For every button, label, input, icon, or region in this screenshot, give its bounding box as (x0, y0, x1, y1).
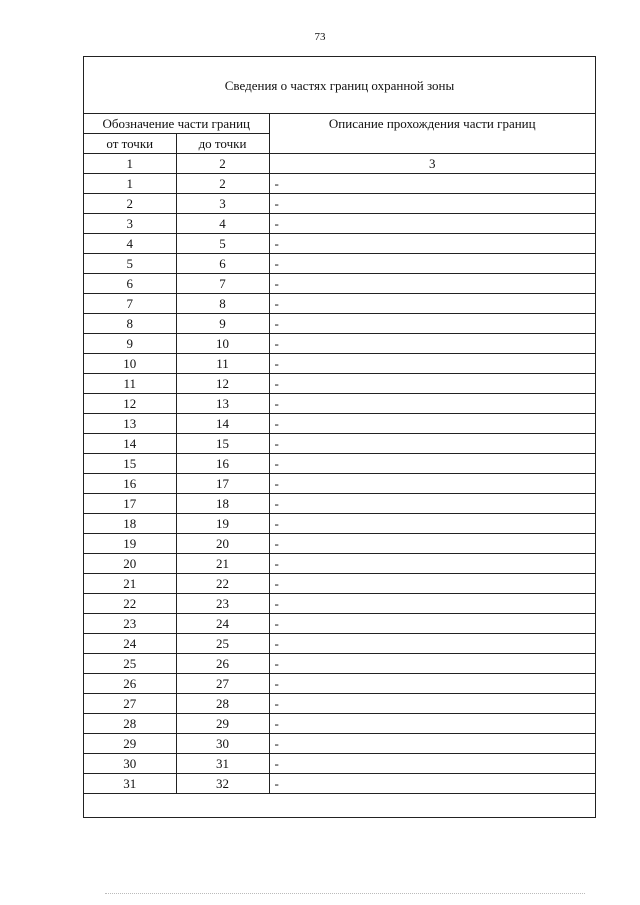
description-cell: - (269, 334, 595, 354)
table-row (84, 334, 595, 354)
table-row (84, 774, 595, 794)
table-row (84, 374, 595, 394)
from-point-cell: 18 (84, 514, 176, 534)
table-row (84, 414, 595, 434)
table-row (84, 394, 595, 414)
from-point-cell: 2 (84, 194, 176, 214)
to-point-cell: 22 (176, 574, 269, 594)
from-point-cell: 15 (84, 454, 176, 474)
description-cell: - (269, 314, 595, 334)
table-row (84, 294, 595, 314)
description-cell: - (269, 694, 595, 714)
to-point-cell: 24 (176, 614, 269, 634)
table-row (84, 354, 595, 374)
description-cell: - (269, 674, 595, 694)
table-row (84, 734, 595, 754)
from-point-cell: 21 (84, 574, 176, 594)
to-point-cell: 7 (176, 274, 269, 294)
description-cell: - (269, 554, 595, 574)
from-point-cell: 17 (84, 494, 176, 514)
column-number-3: 3 (269, 154, 595, 174)
to-point-cell: 30 (176, 734, 269, 754)
from-point-cell: 29 (84, 734, 176, 754)
to-point-cell: 18 (176, 494, 269, 514)
from-point-cell: 20 (84, 554, 176, 574)
description-cell: - (269, 274, 595, 294)
table-row (84, 194, 595, 214)
boundary-parts-table (83, 56, 596, 818)
to-point-cell: 11 (176, 354, 269, 374)
description-cell: - (269, 434, 595, 454)
from-point-cell: 11 (84, 374, 176, 394)
from-point-cell: 25 (84, 654, 176, 674)
description-cell: - (269, 414, 595, 434)
to-point-cell: 17 (176, 474, 269, 494)
description-cell: - (269, 654, 595, 674)
table-row (84, 554, 595, 574)
table-row (84, 694, 595, 714)
description-cell: - (269, 394, 595, 414)
description-cell: - (269, 514, 595, 534)
scan-artifact-line (105, 893, 585, 894)
table-grid (84, 114, 595, 794)
description-cell: - (269, 454, 595, 474)
to-point-cell: 21 (176, 554, 269, 574)
from-point-cell: 22 (84, 594, 176, 614)
to-point-cell: 10 (176, 334, 269, 354)
from-point-cell: 24 (84, 634, 176, 654)
table-row (84, 494, 595, 514)
description-cell: - (269, 374, 595, 394)
table-row (84, 234, 595, 254)
to-point-cell: 28 (176, 694, 269, 714)
to-point-cell: 8 (176, 294, 269, 314)
table-row (84, 434, 595, 454)
description-cell: - (269, 574, 595, 594)
table-row (84, 614, 595, 634)
from-point-cell: 9 (84, 334, 176, 354)
description-cell: - (269, 474, 595, 494)
column-number-1: 1 (84, 154, 176, 174)
description-cell: - (269, 594, 595, 614)
description-cell: - (269, 774, 595, 794)
from-point-cell: 31 (84, 774, 176, 794)
table-row (84, 634, 595, 654)
table-row (84, 174, 595, 194)
description-cell: - (269, 494, 595, 514)
to-point-cell: 3 (176, 194, 269, 214)
from-point-cell: 19 (84, 534, 176, 554)
to-point-cell: 27 (176, 674, 269, 694)
to-point-cell: 32 (176, 774, 269, 794)
table-row (84, 254, 595, 274)
description-cell: - (269, 614, 595, 634)
description-cell: - (269, 714, 595, 734)
from-point-cell: 14 (84, 434, 176, 454)
to-point-cell: 9 (176, 314, 269, 334)
description-cell: - (269, 294, 595, 314)
to-point-cell: 31 (176, 754, 269, 774)
to-point-cell: 15 (176, 434, 269, 454)
table-row (84, 454, 595, 474)
table-row (84, 714, 595, 734)
to-point-cell: 13 (176, 394, 269, 414)
to-point-cell: 16 (176, 454, 269, 474)
table-row (84, 574, 595, 594)
description-cell: - (269, 754, 595, 774)
from-point-cell: 5 (84, 254, 176, 274)
from-point-cell: 7 (84, 294, 176, 314)
table-body (84, 174, 595, 794)
to-point-cell: 19 (176, 514, 269, 534)
from-point-cell: 1 (84, 174, 176, 194)
description-cell: - (269, 194, 595, 214)
to-point-cell: 14 (176, 414, 269, 434)
table-row (84, 514, 595, 534)
from-point-cell: 28 (84, 714, 176, 734)
from-point-cell: 26 (84, 674, 176, 694)
to-point-cell: 5 (176, 234, 269, 254)
from-point-cell: 23 (84, 614, 176, 634)
table-row (84, 314, 595, 334)
description-cell: - (269, 634, 595, 654)
description-cell: - (269, 234, 595, 254)
description-cell: - (269, 254, 595, 274)
to-point-cell: 2 (176, 174, 269, 194)
description-cell: - (269, 534, 595, 554)
page-number: 73 (314, 31, 326, 43)
description-cell: - (269, 354, 595, 374)
table-row (84, 214, 595, 234)
description-cell: - (269, 214, 595, 234)
from-point-cell: 12 (84, 394, 176, 414)
from-point-cell: 30 (84, 754, 176, 774)
table-row (84, 474, 595, 494)
to-point-cell: 23 (176, 594, 269, 614)
table-row (84, 654, 595, 674)
table-row (84, 754, 595, 774)
to-point-cell: 26 (176, 654, 269, 674)
header-to-point: до точки (176, 134, 269, 154)
table-row (84, 534, 595, 554)
from-point-cell: 6 (84, 274, 176, 294)
from-point-cell: 8 (84, 314, 176, 334)
from-point-cell: 10 (84, 354, 176, 374)
to-point-cell: 6 (176, 254, 269, 274)
table-row (84, 674, 595, 694)
description-cell: - (269, 734, 595, 754)
header-from-point: от точки (84, 134, 176, 154)
to-point-cell: 29 (176, 714, 269, 734)
from-point-cell: 3 (84, 214, 176, 234)
from-point-cell: 16 (84, 474, 176, 494)
column-number-2: 2 (176, 154, 269, 174)
header-boundary-designation: Обозначение части границ (84, 114, 269, 134)
to-point-cell: 25 (176, 634, 269, 654)
from-point-cell: 13 (84, 414, 176, 434)
from-point-cell: 27 (84, 694, 176, 714)
to-point-cell: 4 (176, 214, 269, 234)
from-point-cell: 4 (84, 234, 176, 254)
description-cell: - (269, 174, 595, 194)
table-row (84, 274, 595, 294)
to-point-cell: 20 (176, 534, 269, 554)
table-title: Сведения о частях границ охранной зоны (84, 57, 595, 114)
to-point-cell: 12 (176, 374, 269, 394)
header-description: Описание прохождения части границ (269, 114, 595, 154)
table-row (84, 594, 595, 614)
